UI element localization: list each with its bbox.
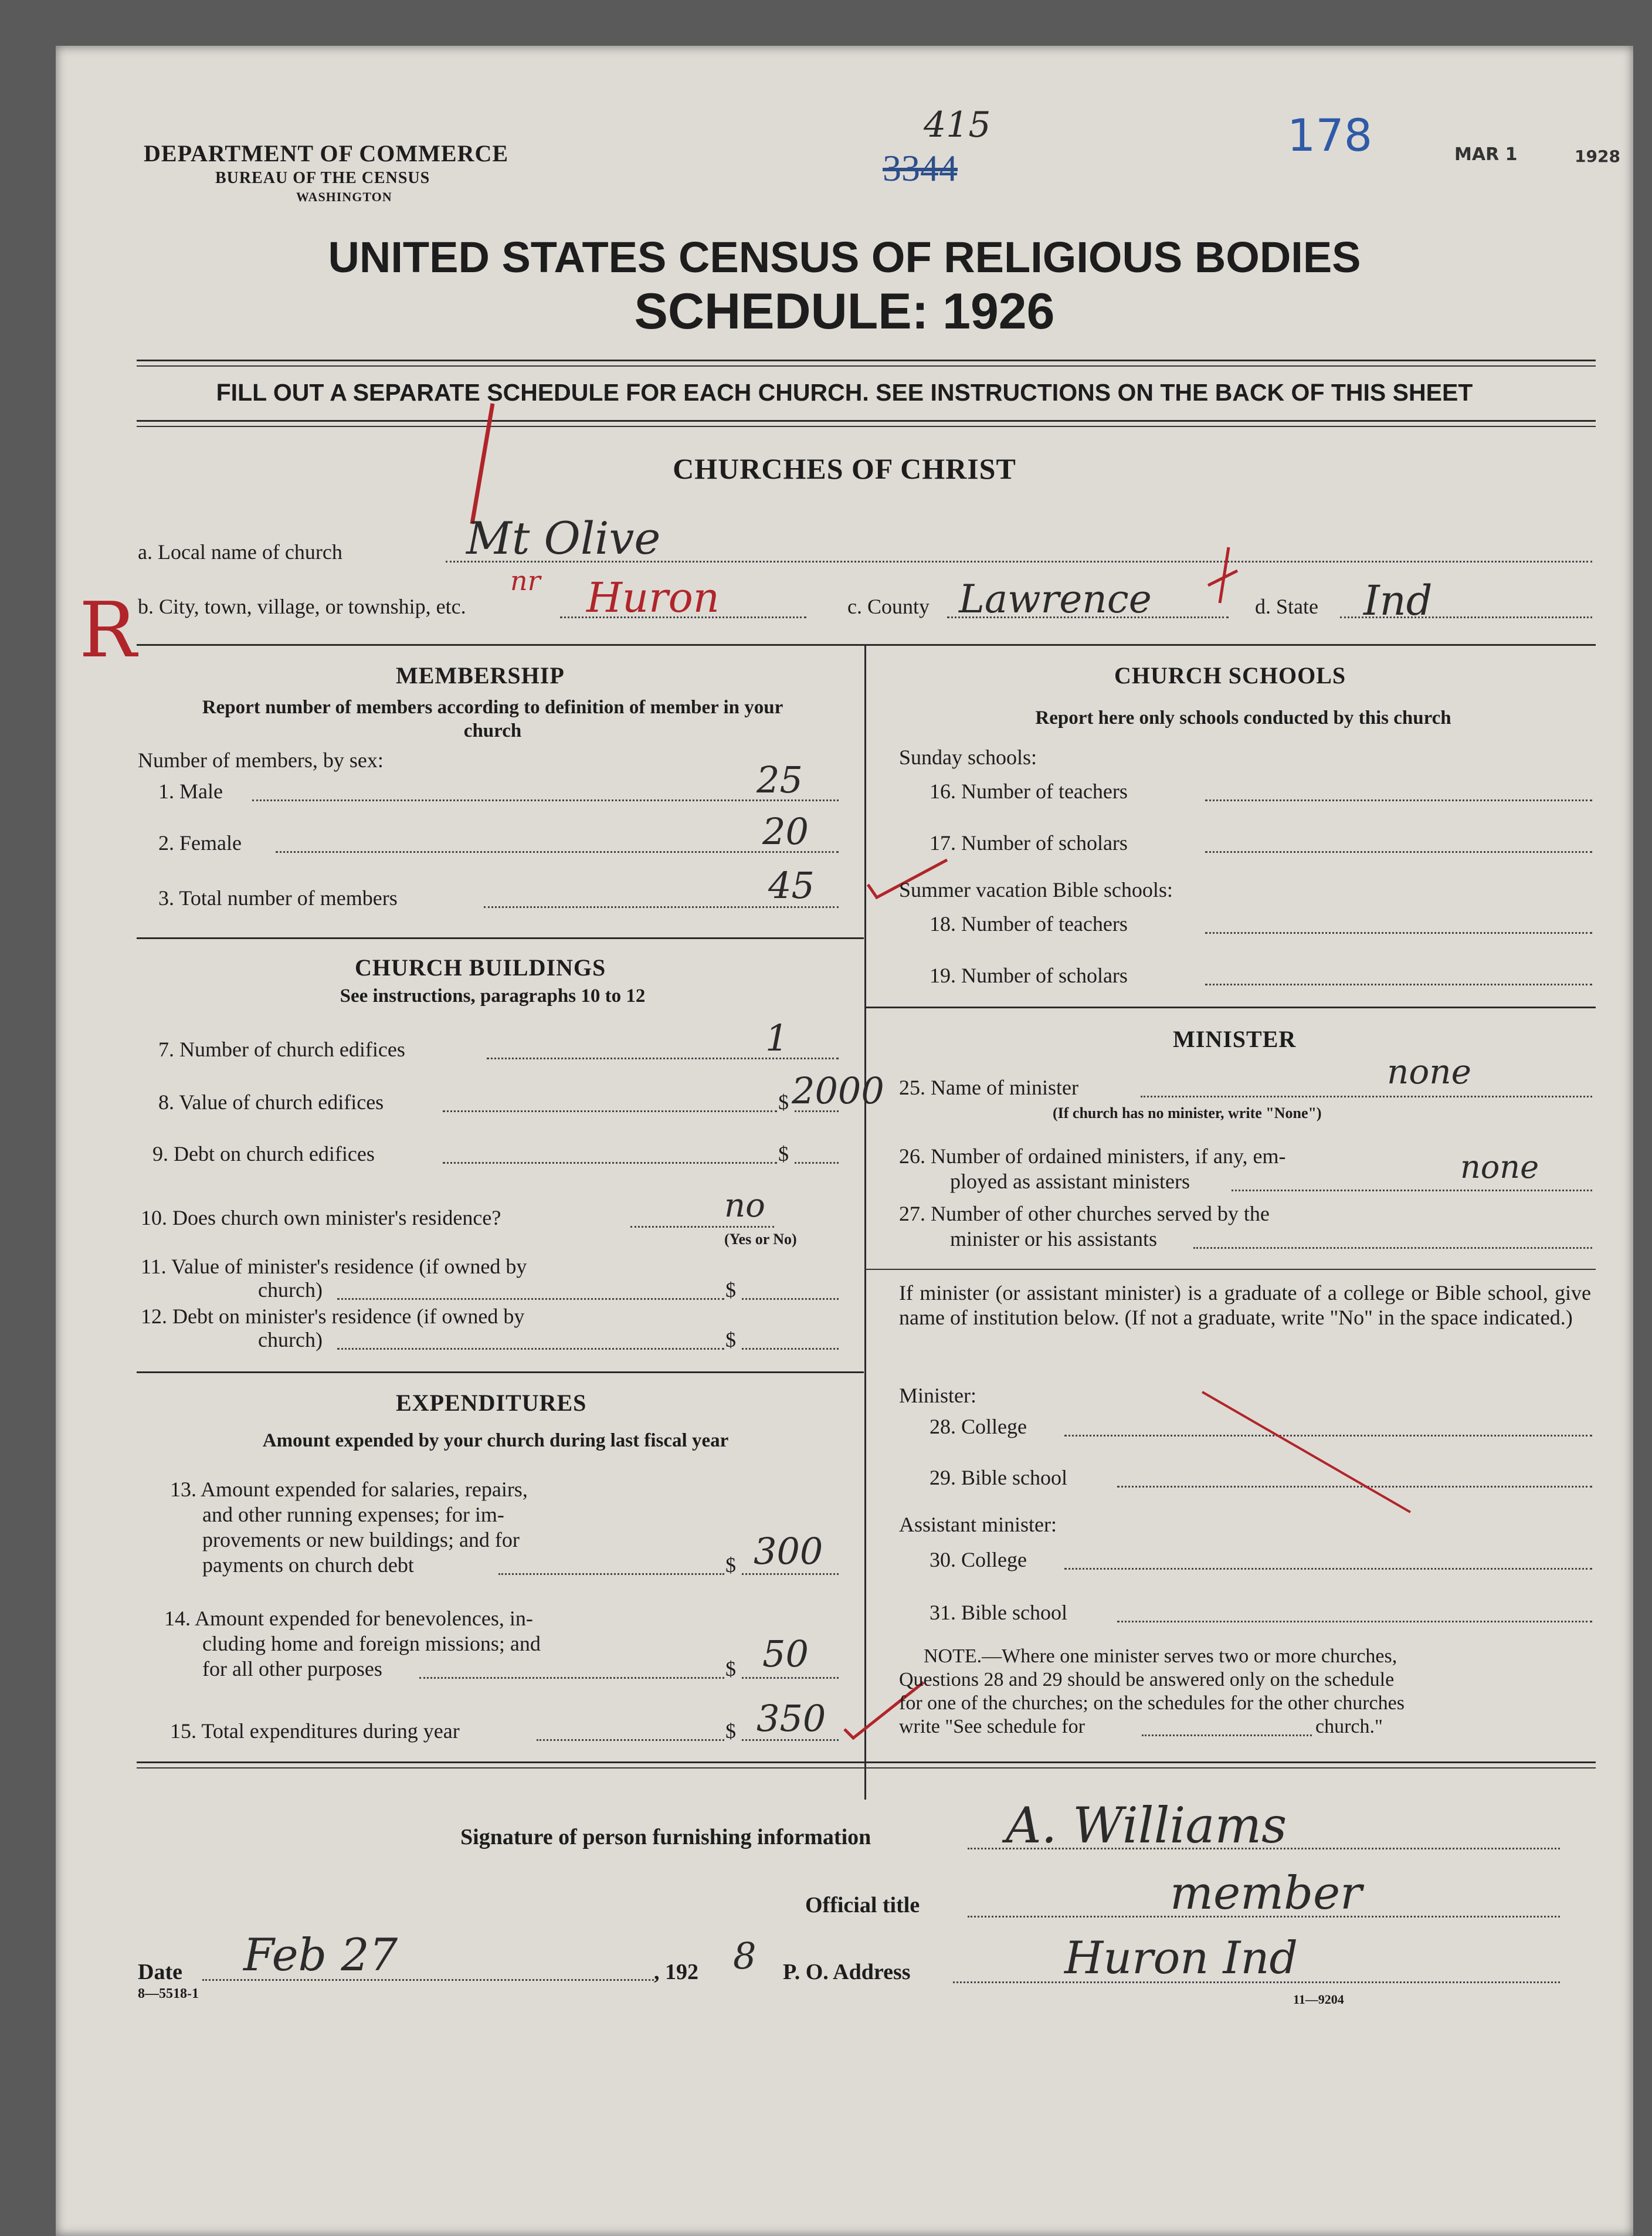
sunday-teachers-line[interactable] bbox=[1205, 799, 1592, 801]
form-number: 8—5518-1 bbox=[138, 1986, 199, 2001]
benevolences-currency: $ bbox=[725, 1657, 736, 1681]
identity-rule bbox=[137, 644, 1596, 646]
stamp-number: 178 bbox=[1287, 109, 1373, 161]
received-stamp-year: 1928 bbox=[1575, 147, 1620, 166]
edifices-value-value[interactable]: 2000 bbox=[792, 1069, 884, 1112]
note-line-1: NOTE.—Where one minister serves two or more churches, bbox=[924, 1645, 1397, 1667]
other-churches-line[interactable] bbox=[1193, 1247, 1592, 1249]
sunday-teachers-label: 16. Number of teachers bbox=[930, 780, 1128, 803]
male-value[interactable]: 25 bbox=[757, 758, 803, 801]
total-members-label: 3. Total number of members bbox=[158, 886, 398, 910]
minister-bible-school-label: 29. Bible school bbox=[930, 1466, 1067, 1489]
edifices-value-label: 8. Value of church edifices bbox=[158, 1090, 384, 1114]
assistant-college-label: 30. College bbox=[930, 1548, 1027, 1571]
membership-rule bbox=[137, 937, 864, 939]
denomination-heading: CHURCHES OF CHRIST bbox=[673, 452, 1016, 485]
running-expenses-line-4: payments on church debt bbox=[202, 1553, 414, 1577]
total-expenditures-currency: $ bbox=[725, 1719, 736, 1743]
footer-rule-thin bbox=[137, 1767, 1596, 1769]
minister-college-label: 28. College bbox=[930, 1415, 1027, 1438]
title-rule-top-thin bbox=[137, 365, 1596, 367]
local-name-value[interactable]: Mt Olive bbox=[466, 512, 661, 564]
schools-subheading: Report here only schools conducted by this church bbox=[1035, 707, 1451, 729]
summer-schools-label: Summer vacation Bible schools: bbox=[899, 878, 1173, 902]
year-value[interactable]: 8 bbox=[733, 1935, 757, 1977]
edifices-debt-currency: $ bbox=[778, 1142, 789, 1166]
minister-education-label: Minister: bbox=[899, 1384, 976, 1407]
minister-name-value[interactable]: none bbox=[1387, 1052, 1471, 1092]
assistant-education-label: Assistant minister: bbox=[899, 1513, 1057, 1536]
red-county-tick bbox=[1205, 544, 1240, 609]
local-name-label: a. Local name of church bbox=[138, 540, 342, 564]
buildings-rule bbox=[137, 1371, 864, 1373]
assistant-ministers-value[interactable]: none bbox=[1460, 1149, 1539, 1185]
residence-owned-label: 10. Does church own minister's residence? bbox=[141, 1206, 501, 1229]
assistant-bible-school-label: 31. Bible school bbox=[930, 1601, 1067, 1624]
edifices-count-label: 7. Number of church edifices bbox=[158, 1038, 405, 1061]
running-expenses-line-1: 13. Amount expended for salaries, repairs, bbox=[170, 1478, 528, 1501]
handwritten-file-number: 415 bbox=[924, 104, 991, 145]
title-rule-top bbox=[137, 360, 1596, 361]
residence-value-label-2: church) bbox=[258, 1278, 323, 1302]
members-by-sex-label: Number of members, by sex: bbox=[138, 748, 384, 772]
summer-scholars-label: 19. Number of scholars bbox=[930, 964, 1128, 987]
red-slash-line bbox=[1199, 1389, 1416, 1518]
no-minister-hint: (If church has no minister, write "None") bbox=[1053, 1105, 1322, 1122]
female-line bbox=[276, 851, 839, 853]
running-expenses-value[interactable]: 300 bbox=[754, 1530, 823, 1573]
schools-rule bbox=[864, 1007, 1596, 1008]
sunday-scholars-line[interactable] bbox=[1205, 851, 1592, 853]
assistant-ministers-line-2: ployed as assistant ministers bbox=[950, 1170, 1190, 1193]
county-label: c. County bbox=[847, 595, 930, 618]
residence-debt-currency: $ bbox=[725, 1328, 736, 1351]
running-expenses-line-3: provements or new buildings; and for bbox=[202, 1528, 520, 1551]
yes-no-hint: (Yes or No) bbox=[724, 1231, 797, 1248]
signature-value[interactable]: A. Williams bbox=[1006, 1797, 1287, 1854]
print-number: 11—9204 bbox=[1293, 1992, 1344, 2007]
city-value[interactable]: Huron bbox=[586, 574, 720, 622]
summer-teachers-line[interactable] bbox=[1205, 932, 1592, 934]
running-expenses-line-2: and other running expenses; for im- bbox=[202, 1503, 504, 1526]
schedule-sheet bbox=[56, 46, 1633, 2236]
year-prefix: , 192 bbox=[654, 1960, 698, 1984]
margin-r-mark: R bbox=[79, 585, 137, 675]
state-value[interactable]: Ind bbox=[1363, 577, 1433, 625]
column-divider bbox=[864, 644, 866, 1800]
residence-value-label: 11. Value of minister's residence (if owned by bbox=[141, 1255, 527, 1278]
bureau-city: WASHINGTON bbox=[296, 189, 392, 204]
buildings-heading: CHURCH BUILDINGS bbox=[355, 954, 606, 981]
edifices-count-value[interactable]: 1 bbox=[765, 1017, 789, 1059]
minister-name-line bbox=[1141, 1096, 1592, 1097]
schools-heading: CHURCH SCHOOLS bbox=[1114, 662, 1346, 689]
female-value[interactable]: 20 bbox=[762, 810, 809, 853]
edifices-debt-line bbox=[443, 1162, 777, 1164]
benevolences-line-3: for all other purposes bbox=[202, 1657, 382, 1681]
signature-label: Signature of person furnishing information bbox=[460, 1825, 871, 1849]
minister-heading: MINISTER bbox=[1173, 1026, 1297, 1052]
summer-scholars-line[interactable] bbox=[1205, 984, 1592, 985]
instruction-bar: FILL OUT A SEPARATE SCHEDULE FOR EACH CHURCH. SEE INSTRUCTIONS ON THE BACK OF THIS SHEET bbox=[216, 379, 1473, 406]
date-value[interactable]: Feb 27 bbox=[243, 1929, 398, 1981]
other-churches-line-1: 27. Number of other churches served by the bbox=[899, 1202, 1270, 1225]
official-title-value[interactable]: member bbox=[1170, 1867, 1362, 1920]
date-label: Date bbox=[138, 1960, 182, 1984]
female-label: 2. Female bbox=[158, 831, 242, 855]
expenditures-subheading: Amount expended by your church during last fiscal year bbox=[262, 1430, 729, 1451]
bureau-name: BUREAU OF THE CENSUS bbox=[215, 169, 430, 187]
sunday-schools-label: Sunday schools: bbox=[899, 746, 1037, 769]
running-expenses-currency: $ bbox=[725, 1553, 736, 1577]
assistant-ministers-line-1: 26. Number of ordained ministers, if any, em- bbox=[899, 1144, 1286, 1168]
total-expenditures-label: 15. Total expenditures during year bbox=[170, 1719, 460, 1743]
benevolences-line-1: 14. Amount expended for benevolences, in- bbox=[164, 1607, 533, 1630]
sunday-scholars-label: 17. Number of scholars bbox=[930, 831, 1128, 855]
benevolences-line-2: cluding home and foreign missions; and bbox=[202, 1632, 541, 1655]
po-address-label: P. O. Address bbox=[783, 1960, 911, 1984]
title-rule-bottom-thin bbox=[137, 426, 1596, 427]
edifices-value-currency: $ bbox=[778, 1090, 789, 1114]
buildings-subheading: See instructions, paragraphs 10 to 12 bbox=[340, 985, 646, 1007]
form-subtitle: SCHEDULE: 1926 bbox=[634, 283, 1055, 340]
department-name: DEPARTMENT OF COMMERCE bbox=[144, 140, 509, 167]
footer-rule bbox=[137, 1761, 1596, 1763]
note-line-4: write "See schedule for bbox=[899, 1716, 1085, 1737]
residence-debt-label-2: church) bbox=[258, 1328, 323, 1351]
assistant-bible-school-line[interactable] bbox=[1117, 1621, 1592, 1622]
form-title: UNITED STATES CENSUS OF RELIGIOUS BODIES bbox=[328, 233, 1361, 282]
membership-heading: MEMBERSHIP bbox=[396, 662, 565, 689]
note-line-3: for one of the churches; on the schedules for the other churches bbox=[899, 1692, 1405, 1714]
title-rule-bottom bbox=[137, 420, 1596, 422]
state-label: d. State bbox=[1255, 595, 1318, 618]
city-label: b. City, town, village, or township, etc. bbox=[138, 595, 466, 618]
other-churches-line-2: minister or his assistants bbox=[950, 1227, 1157, 1251]
edifices-debt-label: 9. Debt on church edifices bbox=[152, 1142, 375, 1166]
residence-debt-label: 12. Debt on minister's residence (if owned by bbox=[141, 1305, 525, 1328]
male-line bbox=[252, 799, 839, 801]
male-label: 1. Male bbox=[158, 780, 223, 803]
benevolences-value[interactable]: 50 bbox=[762, 1632, 809, 1675]
summer-teachers-label: 18. Number of teachers bbox=[930, 912, 1128, 936]
minister-name-label: 25. Name of minister bbox=[899, 1076, 1078, 1099]
assistant-college-line[interactable] bbox=[1064, 1568, 1592, 1570]
note-line-5: church." bbox=[1315, 1716, 1383, 1737]
residence-owned-line bbox=[630, 1226, 774, 1228]
minister-rule bbox=[864, 1269, 1596, 1270]
official-title-label: Official title bbox=[805, 1893, 920, 1917]
note-line-2: Questions 28 and 29 should be answered only on the schedule bbox=[899, 1669, 1395, 1690]
graduate-note: If minister (or assistant minister) is a graduate of a college or Bible school, give name of institution below. (If not a graduate, write "No" in the space indicated.) bbox=[899, 1281, 1591, 1329]
po-address-value[interactable]: Huron Ind bbox=[1064, 1932, 1298, 1984]
city-prefix: nr bbox=[510, 565, 541, 597]
total-expenditures-value[interactable]: 350 bbox=[757, 1697, 826, 1740]
expenditures-heading: EXPENDITURES bbox=[396, 1390, 587, 1416]
residence-owned-value[interactable]: no bbox=[724, 1187, 765, 1225]
residence-value-currency: $ bbox=[725, 1278, 736, 1302]
edifices-value-line bbox=[443, 1110, 777, 1112]
received-stamp-date: MAR 1 bbox=[1454, 144, 1518, 165]
membership-subheading: Report number of members according to definition of member in your church bbox=[202, 697, 783, 741]
struck-file-number: 3344 bbox=[883, 147, 958, 189]
county-value[interactable]: Lawrence bbox=[959, 577, 1152, 622]
total-members-value[interactable]: 45 bbox=[768, 864, 815, 907]
